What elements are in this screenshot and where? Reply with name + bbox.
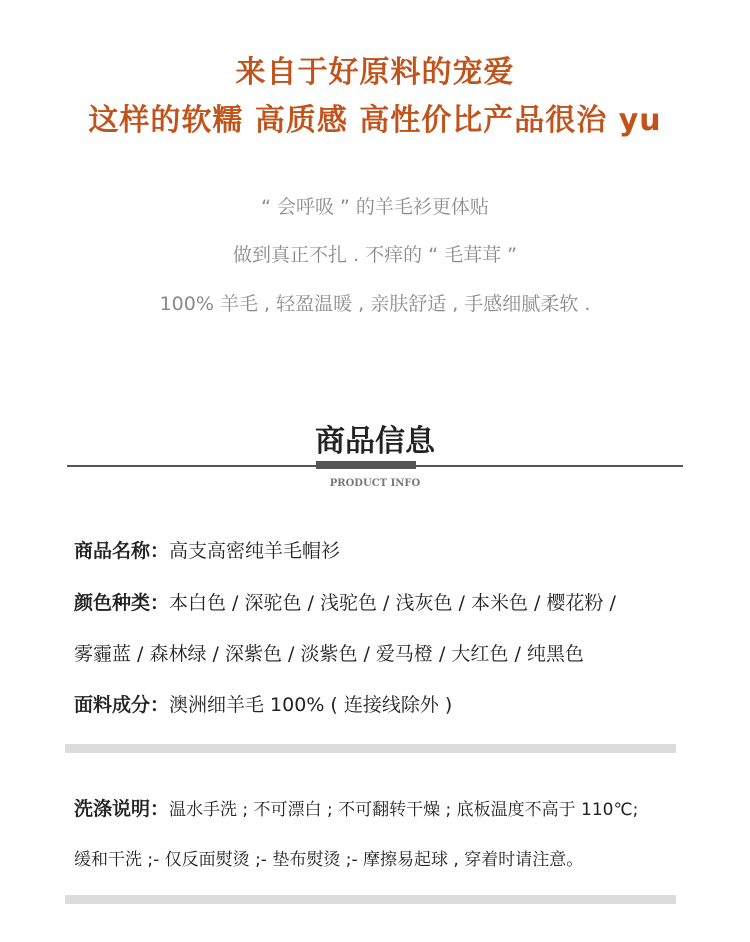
divider-bar-2 [65, 895, 676, 904]
info-wash-row [74, 794, 694, 821]
info-wash-row-2 [74, 845, 694, 870]
info-color-value-1: 本白色 / 深驼色 / 浅驼色 / 浅灰色 / 本米色 / 樱花粉 / [169, 592, 616, 614]
hero-line-2: 这样的软糯 高质感 高性价比产品很治 yu [88, 103, 662, 138]
tagline-2: 做到真正不扎 . 不痒的 “ 毛茸茸 ” [233, 244, 517, 266]
info-color-row [74, 588, 694, 615]
section-rule-accent [316, 461, 416, 469]
info-color-label: 颜色种类： [74, 592, 170, 614]
info-fabric-row [74, 690, 694, 717]
info-wash-value-1: 温水手洗 ; 不可漂白 ; 不可翻转干燥 ; 底板温度不高于 110℃; [169, 800, 639, 820]
info-color-value-2: 雾霾蓝 / 森林绿 / 深紫色 / 淡紫色 / 爱马橙 / 大红色 / 纯黑色 [74, 643, 584, 665]
info-name-value: 高支高密纯羊毛帽衫 [169, 540, 341, 562]
info-wash-label: 洗涤说明： [74, 798, 170, 820]
info-fabric-label: 面料成分： [74, 694, 170, 716]
info-name-row [74, 536, 694, 563]
section-subtitle: PRODUCT INFO [329, 478, 421, 489]
tagline-1: “ 会呼吸 ” 的羊毛衫更体贴 [261, 196, 489, 218]
hero-line-1: 来自于好原料的宠爱 [235, 55, 515, 90]
info-wash-value-2: 缓和干洗 ;- 仅反面熨烫 ;- 垫布熨烫 ;- 摩擦易起球 , 穿着时请注意。 [74, 850, 584, 870]
info-color-row-2 [74, 639, 694, 666]
info-fabric-value: 澳洲细羊毛 100% ( 连接线除外 ) [169, 694, 453, 716]
tagline-3: 100% 羊毛 , 轻盈温暖 , 亲肤舒适 , 手感细腻柔软 . [159, 293, 591, 315]
info-name-label: 商品名称： [74, 540, 170, 562]
section-title: 商品信息 [315, 424, 435, 459]
divider-bar-1 [65, 744, 676, 753]
